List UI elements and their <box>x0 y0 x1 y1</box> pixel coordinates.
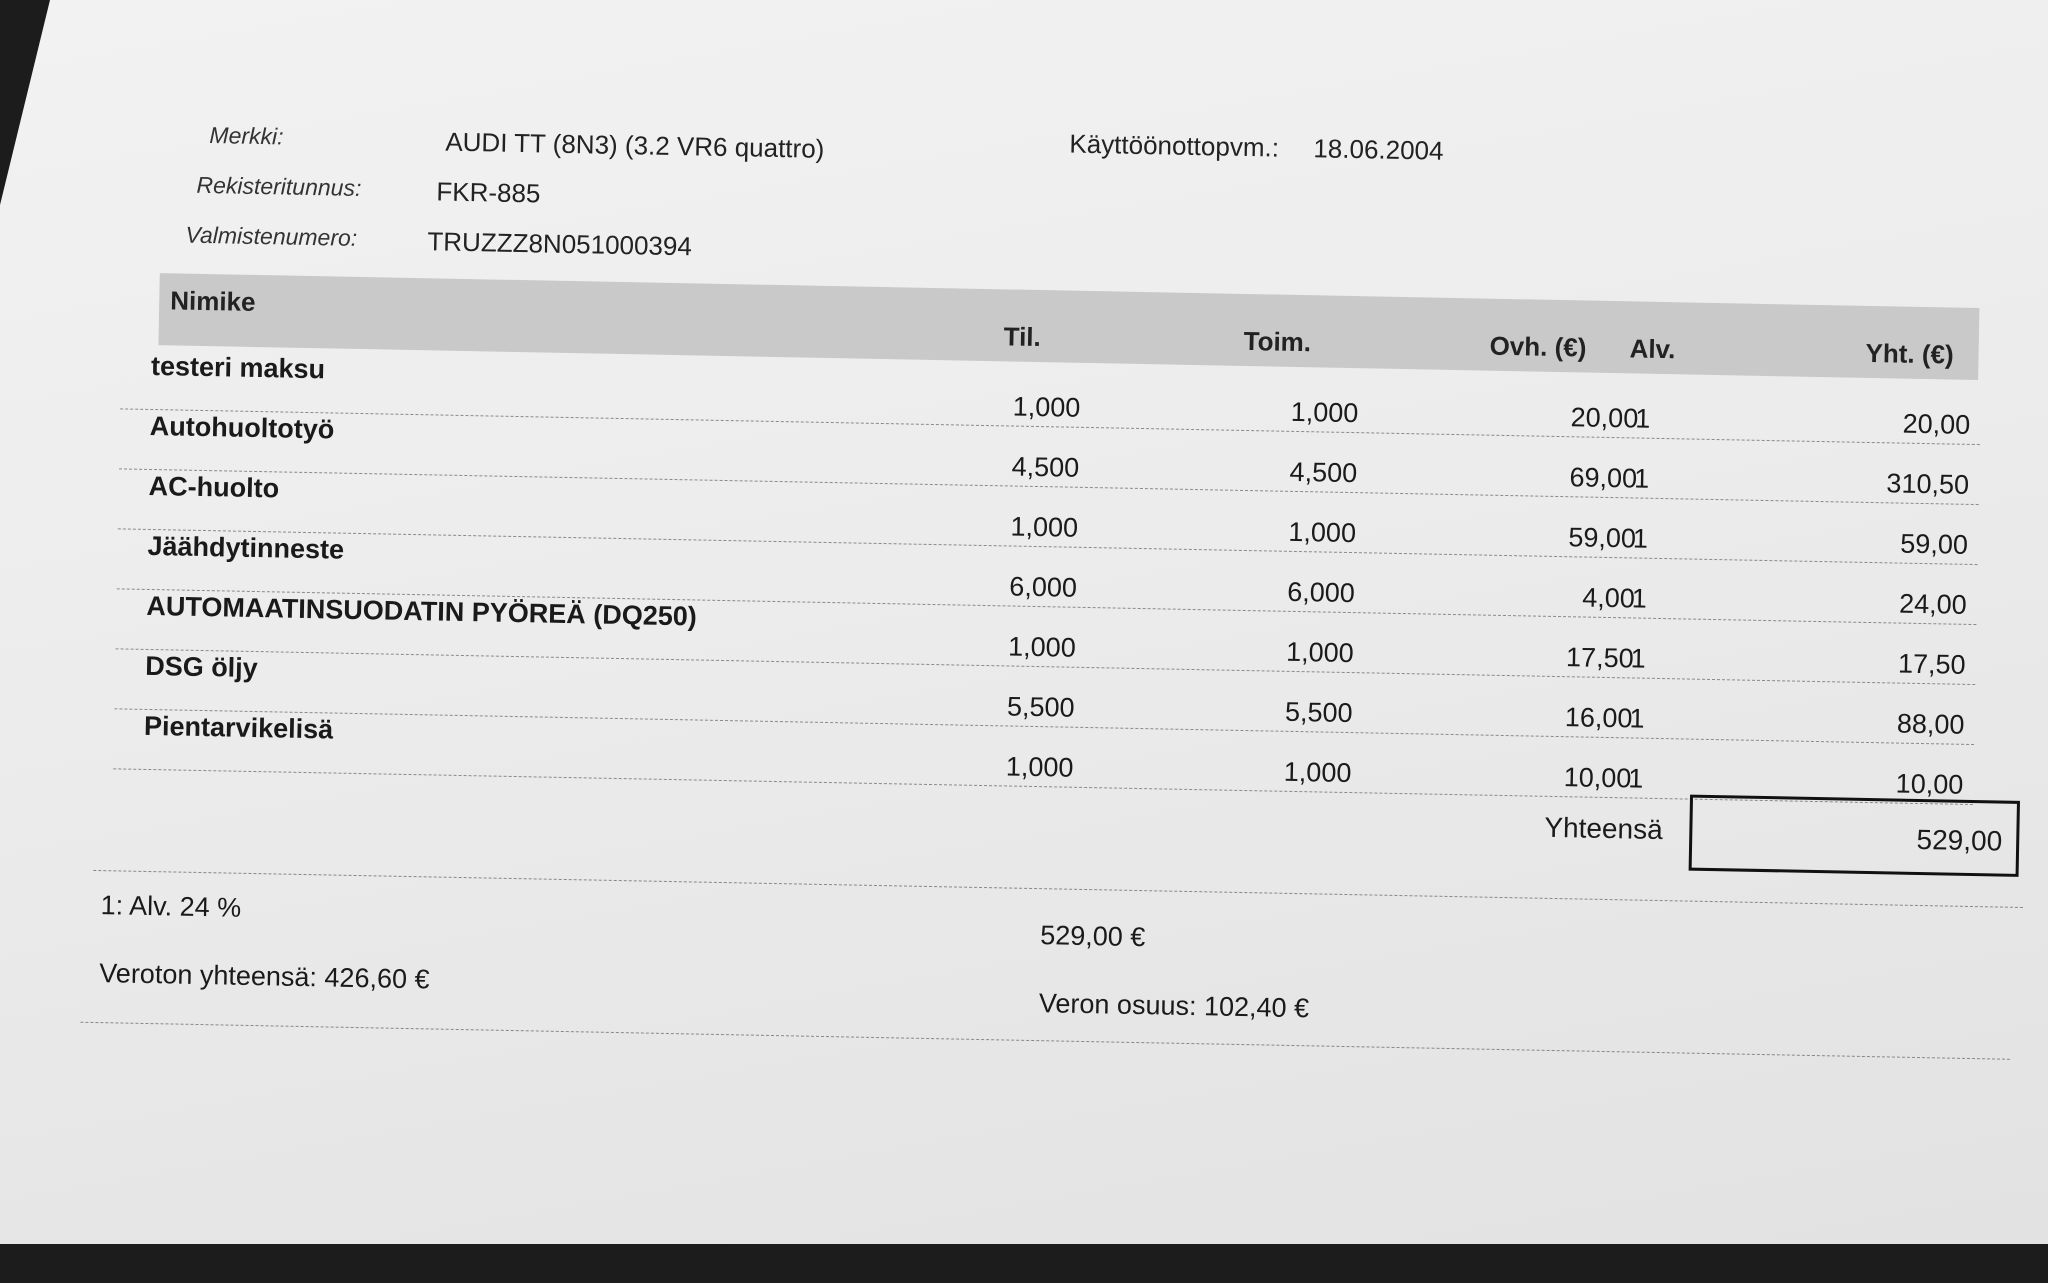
row-unit-price: 69,00 <box>1569 462 1638 494</box>
row-delivered: 1,000 <box>1288 516 1357 549</box>
row-vat: 1 <box>1630 643 1646 674</box>
header-delivered: Toim. <box>1243 325 1312 358</box>
row-delivered: 1,000 <box>1285 636 1354 669</box>
header-vat: Alv. <box>1629 333 1676 365</box>
row-name: DSG öljy <box>144 650 259 684</box>
header-qty: Til. <box>1003 321 1042 353</box>
row-total: 88,00 <box>1896 708 1965 740</box>
row-total: 24,00 <box>1898 588 1968 620</box>
grand-total-value: 529,00 <box>1916 823 2003 857</box>
registration-label: Rekisteritunnus: <box>196 171 362 201</box>
row-vat: 1 <box>1633 463 1650 494</box>
brand-label: Merkki: <box>209 122 284 150</box>
row-delivered: 1,000 <box>1283 756 1352 789</box>
row-qty: 1,000 <box>1010 511 1079 543</box>
grand-total-box <box>1689 795 2020 877</box>
net-total: Veroton yhteensä: 426,60 € <box>99 958 430 995</box>
row-vat: 1 <box>1631 583 1648 614</box>
tax-share: Veron osuus: 102,40 € <box>1038 988 1310 1024</box>
row-name: Jäähdytinneste <box>147 530 345 565</box>
row-name: testeri maksu <box>150 350 326 385</box>
row-name: AUTOMAATINSUODATIN PYÖREÄ (DQ250) <box>146 590 698 632</box>
row-qty: 1,000 <box>1005 751 1074 783</box>
header-total: Yht. (€) <box>1865 337 1954 370</box>
row-name: AC-huolto <box>148 470 280 504</box>
row-total: 59,00 <box>1900 528 1969 560</box>
registration-date-value: 18.06.2004 <box>1313 133 1444 166</box>
vat-class: 1: Alv. 24 % <box>100 890 242 923</box>
row-unit-price: 20,00 <box>1570 402 1639 434</box>
registration-date-label: Käyttöönottopvm.: <box>1069 128 1280 163</box>
row-vat: 1 <box>1632 523 1649 554</box>
vat-gross-amount: 529,00 € <box>1039 920 1146 953</box>
row-delivered: 1,000 <box>1290 396 1359 429</box>
row-delivered: 6,000 <box>1287 576 1356 609</box>
row-vat: 1 <box>1628 763 1644 794</box>
row-total: 17,50 <box>1897 648 1966 680</box>
divider <box>80 1022 2010 1060</box>
row-unit-price: 16,00 <box>1564 702 1633 734</box>
row-total: 310,50 <box>1886 468 1970 500</box>
divider <box>93 870 2023 908</box>
vin-value: TRUZZZ8N051000394 <box>427 226 693 262</box>
registration-value: FKR-885 <box>436 176 541 209</box>
row-unit-price: 10,00 <box>1563 762 1632 794</box>
row-delivered: 5,500 <box>1284 696 1353 729</box>
row-qty: 6,000 <box>1009 571 1078 603</box>
header-name: Nimike <box>169 285 256 317</box>
row-qty: 1,000 <box>1012 391 1081 423</box>
row-total: 20,00 <box>1902 408 1971 440</box>
row-qty: 4,500 <box>1011 451 1080 483</box>
row-unit-price: 4,00 <box>1581 582 1636 614</box>
row-delivered: 4,500 <box>1289 456 1358 489</box>
row-unit-price: 17,50 <box>1565 642 1634 674</box>
row-qty: 5,500 <box>1006 691 1075 723</box>
header-unit-price: Ovh. (€) <box>1489 330 1587 363</box>
brand-value: AUDI TT (8N3) (3.2 VR6 quattro) <box>445 126 825 164</box>
row-name: Autohuoltotyö <box>149 410 335 445</box>
vin-label: Valmistenumero: <box>185 221 358 251</box>
row-vat: 1 <box>1634 403 1651 434</box>
row-unit-price: 59,00 <box>1568 522 1637 554</box>
row-total: 10,00 <box>1895 768 1964 800</box>
row-name: Pientarvikelisä <box>143 710 334 745</box>
grand-total-label: Yhteensä <box>1544 811 1664 846</box>
row-vat: 1 <box>1629 703 1645 734</box>
row-qty: 1,000 <box>1007 631 1077 663</box>
